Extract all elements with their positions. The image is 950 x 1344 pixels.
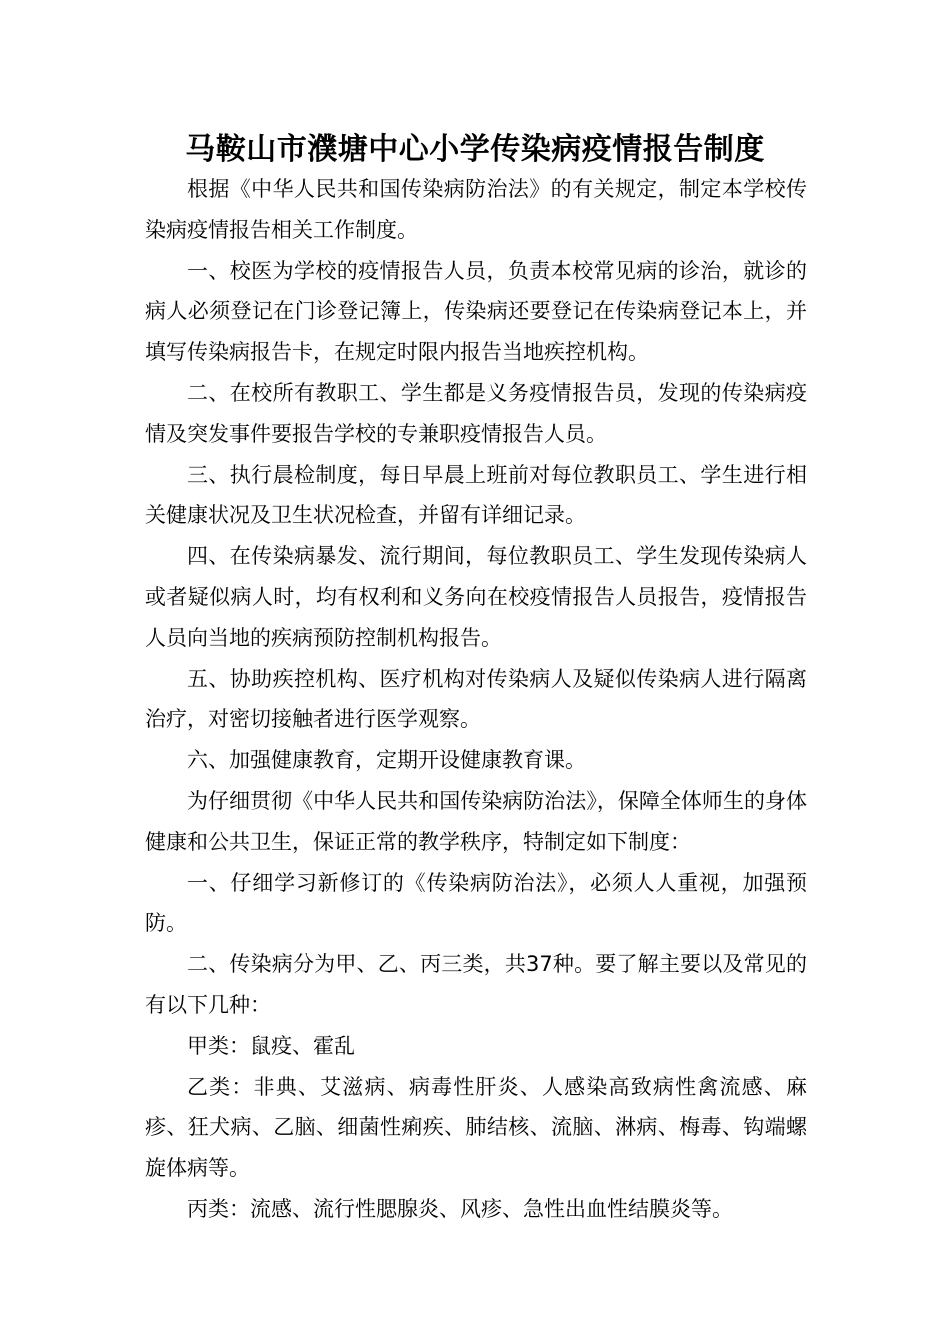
paragraph-rule-1: 一、仔细学习新修订的《传染病防治法》，必须人人重视，加强预防。 bbox=[145, 870, 807, 936]
paragraph-class-b: 乙类：非典、艾滋病、病毒性肝炎、人感染高致病性禽流感、麻疹、狂犬病、乙脑、细菌性痢疾、肺结核、流脑、淋病、梅毒、钩端螺旋体病等。 bbox=[145, 1074, 807, 1181]
document-title: 马鞍山市濮塘中心小学传染病疫情报告制度 bbox=[185, 132, 765, 167]
paragraph-class-c: 丙类：流感、流行性腮腺炎、风疹、急性出血性结膜炎等。 bbox=[187, 1196, 733, 1221]
document-body bbox=[145, 169, 807, 1230]
paragraph-item-2: 二、在校所有教职工、学生都是义务疫情报告员，发现的传染病疫情及突发事件要报告学校的专兼职疫情报告人员。 bbox=[145, 380, 807, 446]
paragraph-item-3: 三、执行晨检制度，每日早晨上班前对每位教职员工、学生进行相关健康状况及卫生状况检查，并留有详细记录。 bbox=[145, 462, 807, 528]
paragraph-intro: 根据《中华人民共和国传染病防治法》的有关规定，制定本学校传染病疫情报告相关工作制度。 bbox=[145, 177, 807, 242]
paragraph-class-a: 甲类：鼠疫、霍乱 bbox=[187, 1033, 355, 1058]
paragraph-item-5: 五、协助疾控机构、医疗机构对传染病人及疑似传染病人进行隔离治疗，对密切接触者进行医学观察。 bbox=[145, 666, 807, 732]
paragraph-item-1: 一、校医为学校的疫情报告人员，负责本校常见病的诊治，就诊的病人必须登记在门诊登记簿上，传染病还要登记在传染病登记本上，并填写传染病报告卡，在规定时限内报告当地疾控机构。 bbox=[145, 258, 807, 365]
paragraph-second-intro: 为仔细贯彻《中华人民共和国传染病防治法》，保障全体师生的身体健康和公共卫生，保证正常的教学秩序，特制定如下制度： bbox=[145, 788, 807, 854]
paragraph-rule-2: 二、传染病分为甲、乙、丙三类，共37种。要了解主要以及常见的有以下几种： bbox=[145, 952, 807, 1017]
paragraph-item-6: 六、加强健康教育，定期开设健康教育课。 bbox=[187, 748, 586, 773]
paragraph-item-4: 四、在传染病暴发、流行期间，每位教职员工、学生发现传染病人或者疑似病人时，均有权利和义务向在校疫情报告人员报告，疫情报告人员向当地的疾病预防控制机构报告。 bbox=[145, 544, 807, 650]
